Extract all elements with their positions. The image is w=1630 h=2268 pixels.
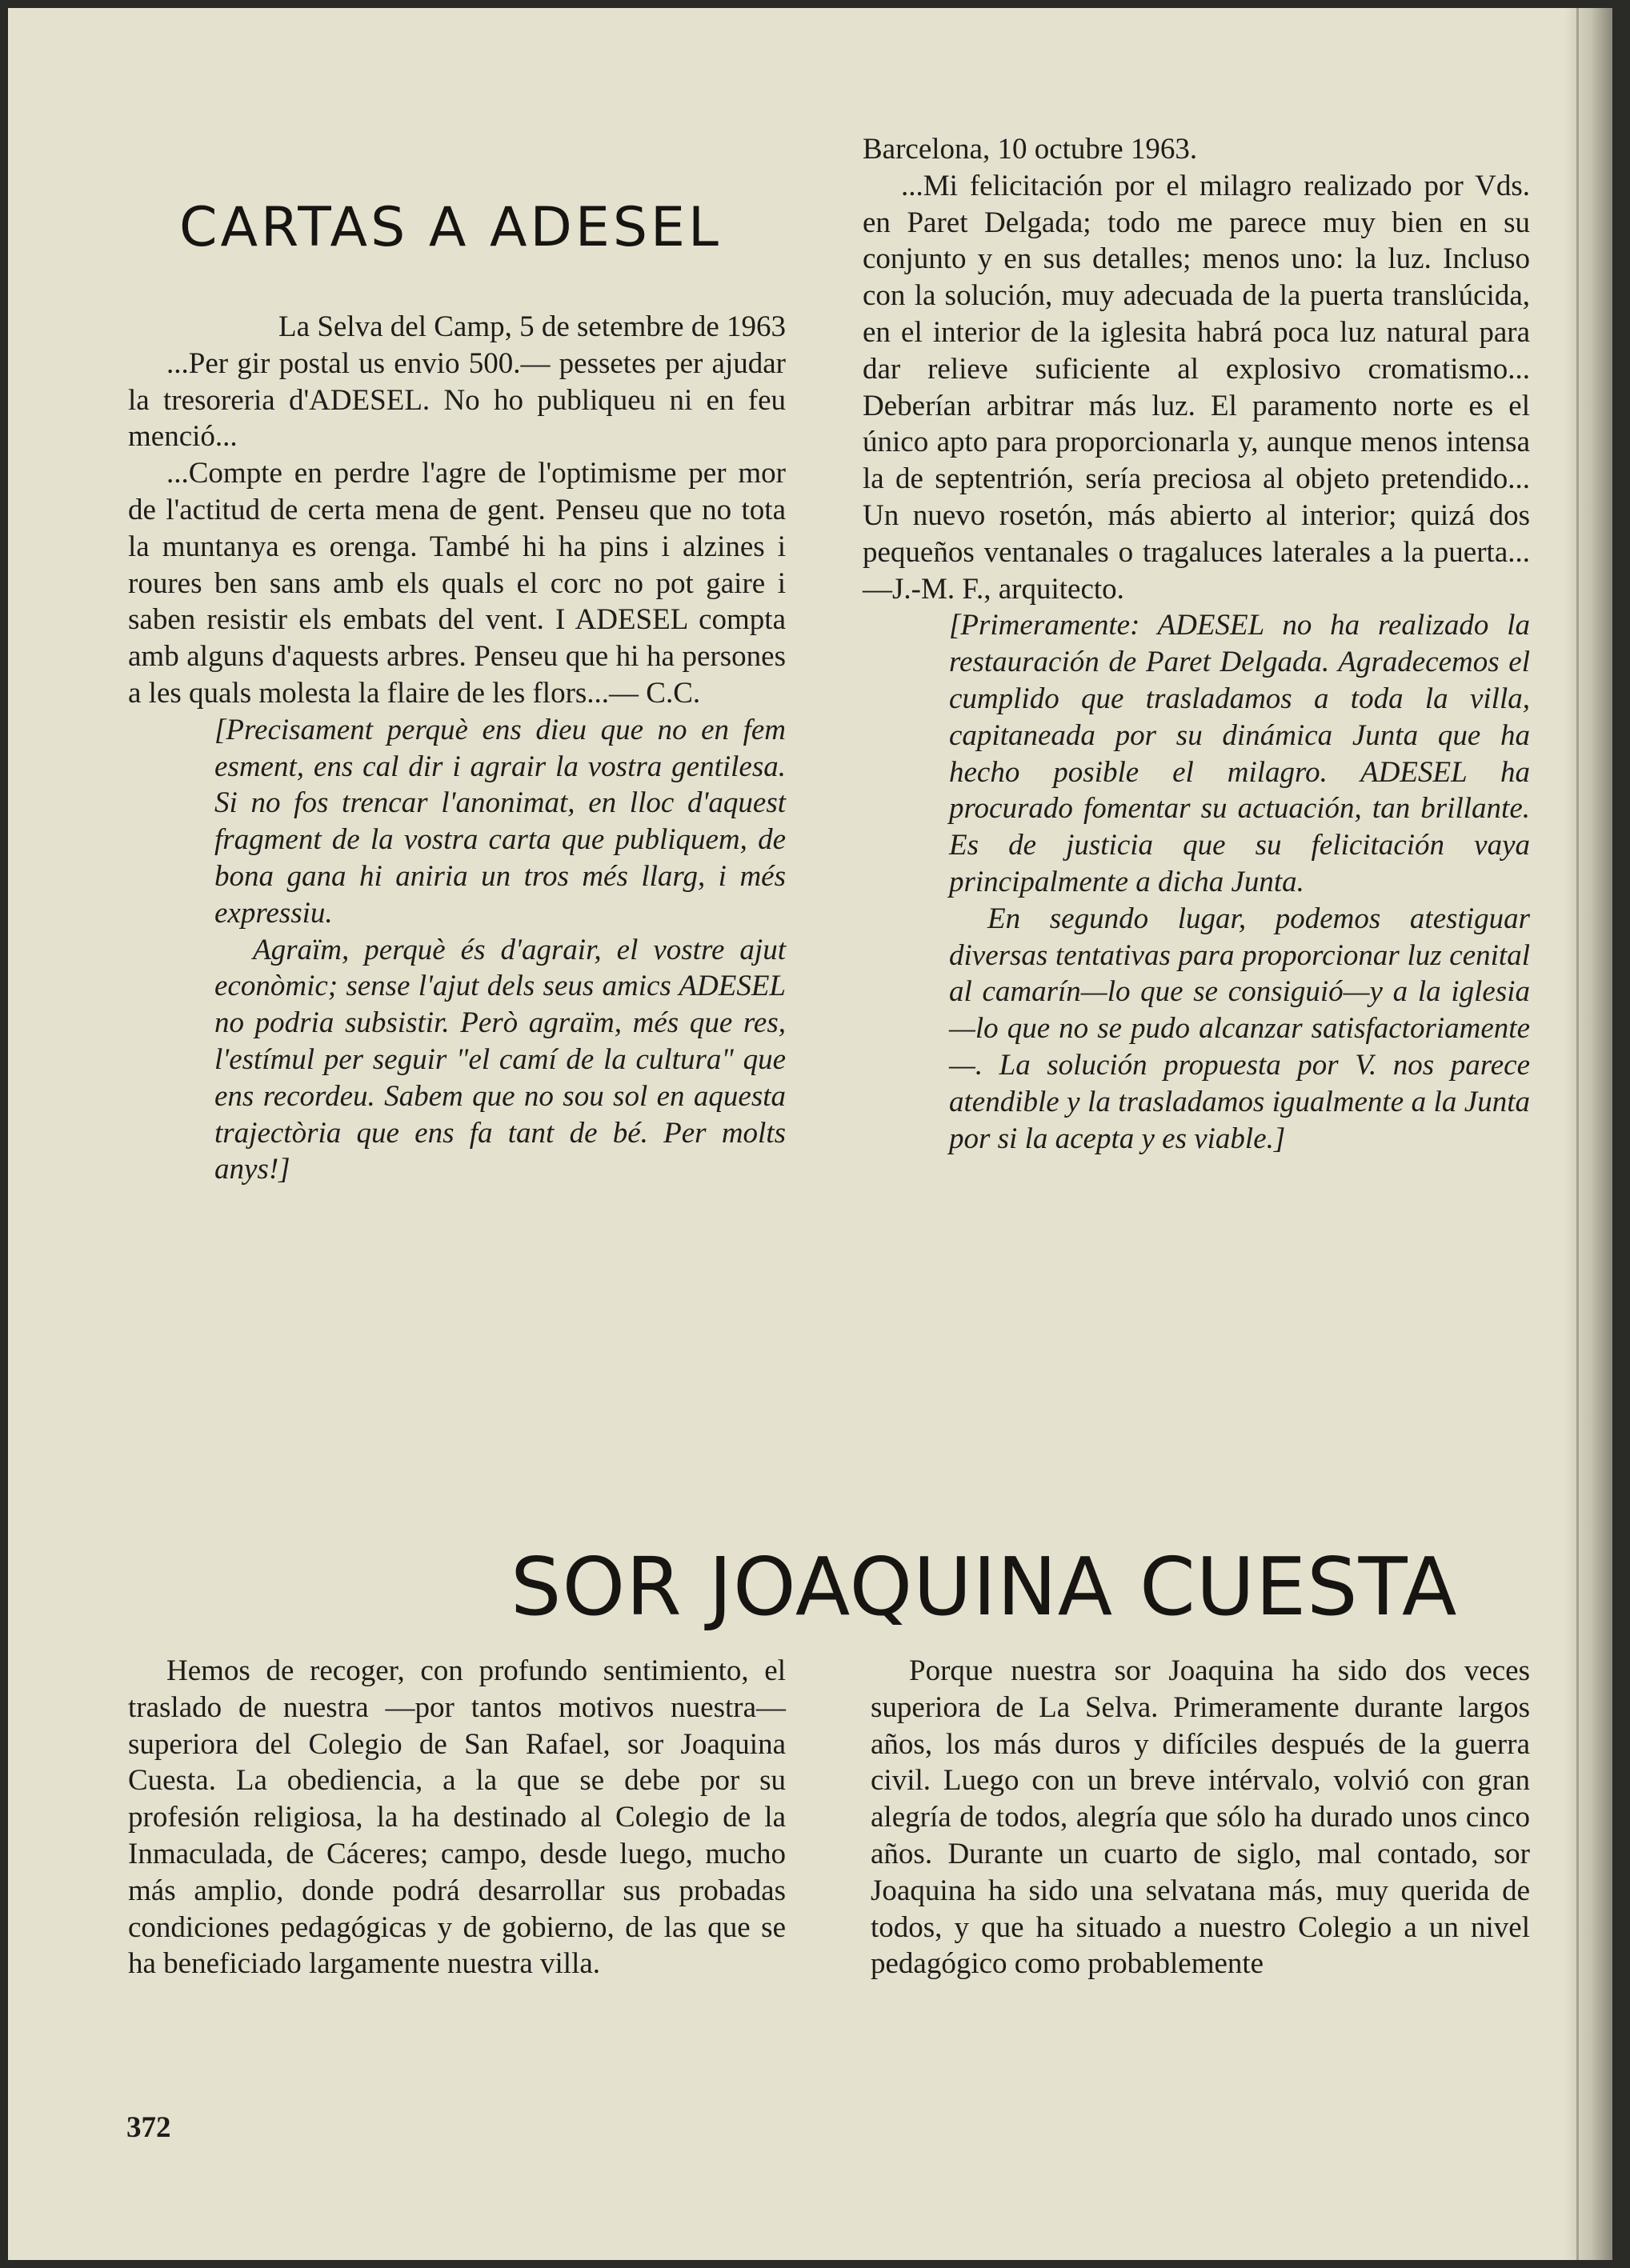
letter-1-place-date: La Selva del Camp, 5 de setembre de 1963 (278, 310, 786, 343)
letter-1-reply-2: Agraïm, perquè és d'agrair, el vostre ajut econòmic; sense l'ajut dels seus amics ADESEL no podria subsistir. Però agraïm, més que res, l'estímul per seguir "el camí de la cultura" que ens recordeu. Sabem que no sou sol en aquesta trajectòria que ens fa tant de bé. Per molts anys!] (214, 933, 786, 1186)
letter-1-column (128, 309, 786, 1188)
letter-2-place-date: Barcelona, 10 octubre 1963. (863, 133, 1198, 166)
article-column-2 (871, 1653, 1530, 1982)
article-title: SOR JOAQUINA CUESTA (511, 1540, 1458, 1634)
letter-2-paragraph-1: ...Mi felicitación por el milagro realizado por Vds. en Paret Delgada; todo me parece muy bien en su conjunto y en sus detalles; menos uno: la luz. Incluso con la solución, muy adecuada de la puerta translúcida, en el interior de la iglesita habrá poca luz natural para dar relieve suficiente al explosivo cromatismo... Deberían arbitrar más luz. El paramento norte es el único apto para proporcionarla y, aunque menos intensa la de septentrión, sería preciosa al objeto pretendido... Un nuevo rosetón, más abierto al interior; quizá dos pequeños ventanales o tragaluces laterales a la puerta...—J.-M. F., arquitecto. (863, 169, 1530, 606)
article-paragraph-1: Hemos de recoger, con profundo sentimiento, el traslado de nuestra —por tantos motivos nuestra— superiora del Colegio de San Rafael, sor Joaquina Cuesta. La obediencia, a la que se debe por su profesión religiosa, la ha destinado al Colegio de la Inmaculada, de Cáceres; campo, desde luego, mucho más amplio, donde podrá desarrollar sus probadas condiciones pedagógicas y de gobierno, de las que se ha beneficiado largamente nuestra villa. (128, 1654, 786, 1981)
page-curl-shadow (1564, 8, 1612, 2260)
letter-1-paragraph-2: ...Compte en perdre l'agre de l'optimisme per mor de l'actitud de certa mena de gent. Penseu que no tota la muntanya es orenga. També hi ha pins i alzines i roures ben sans amb els quals el corc no pot gaire i saben resistir els embats del vent. I ADESEL compta amb alguns d'aquests arbres. Penseu que hi ha persones a les quals molesta la flaire de les flors...— C.C. (128, 457, 786, 710)
magazine-page (8, 8, 1612, 2260)
letter-2-column (863, 131, 1530, 1157)
letter-1-paragraph-1: ...Per gir postal us envio 500.— pessetes per ajudar la tresoreria d'ADESEL. No ho publiqueu ni en feu menció... (128, 346, 786, 454)
article-paragraph-2: Porque nuestra sor Joaquina ha sido dos veces superiora de La Selva. Primeramente durante largos años, los más duros y difíciles después de la guerra civil. Luego con un breve intérvalo, volvió con gran alegría de todos, alegría que sólo ha durado unos cinco años. Durante un cuarto de siglo, mal contado, sor Joaquina ha sido una selvatana más, muy querida de todos, y que ha situado a nuestro Colegio a un nivel pedagógico como probablemente (871, 1654, 1530, 1981)
letter-2-reply-2: En segundo lugar, podemos atestiguar diversas tentativas para proporcionar luz cenital al camarín—lo que se consiguió—y a la iglesia—lo que no se pudo alcanzar satisfactoriamente—. La solución propuesta por V. nos parece atendible y la trasladamos igualmente a la Junta por si la acepta y es viable.] (949, 902, 1530, 1155)
letter-2-reply-1: [Primeramente: ADESEL no ha realizado la restauración de Paret Delgada. Agradecemos el cumplido que trasladamos a toda la villa, capitaneada por su dinámica Junta que ha hecho posible el milagro. ADESEL ha procurado fomentar su actuación, tan brillante. Es de justicia que su felicitación vaya principalmente a dicha Junta. (949, 609, 1530, 898)
letters-section-title: CARTAS A ADESEL (179, 196, 722, 259)
page-number: 372 (126, 2111, 171, 2144)
letter-1-reply-1: [Precisament perquè ens dieu que no en fem esment, ens cal dir i agrair la vostra gentilesa. Si no fos trencar l'anonimat, en lloc d'aquest fragment de la vostra carta que publiquem, de bona gana hi aniria un tros més llarg, i més expressiu. (214, 713, 786, 930)
article-column-1 (128, 1653, 786, 1982)
